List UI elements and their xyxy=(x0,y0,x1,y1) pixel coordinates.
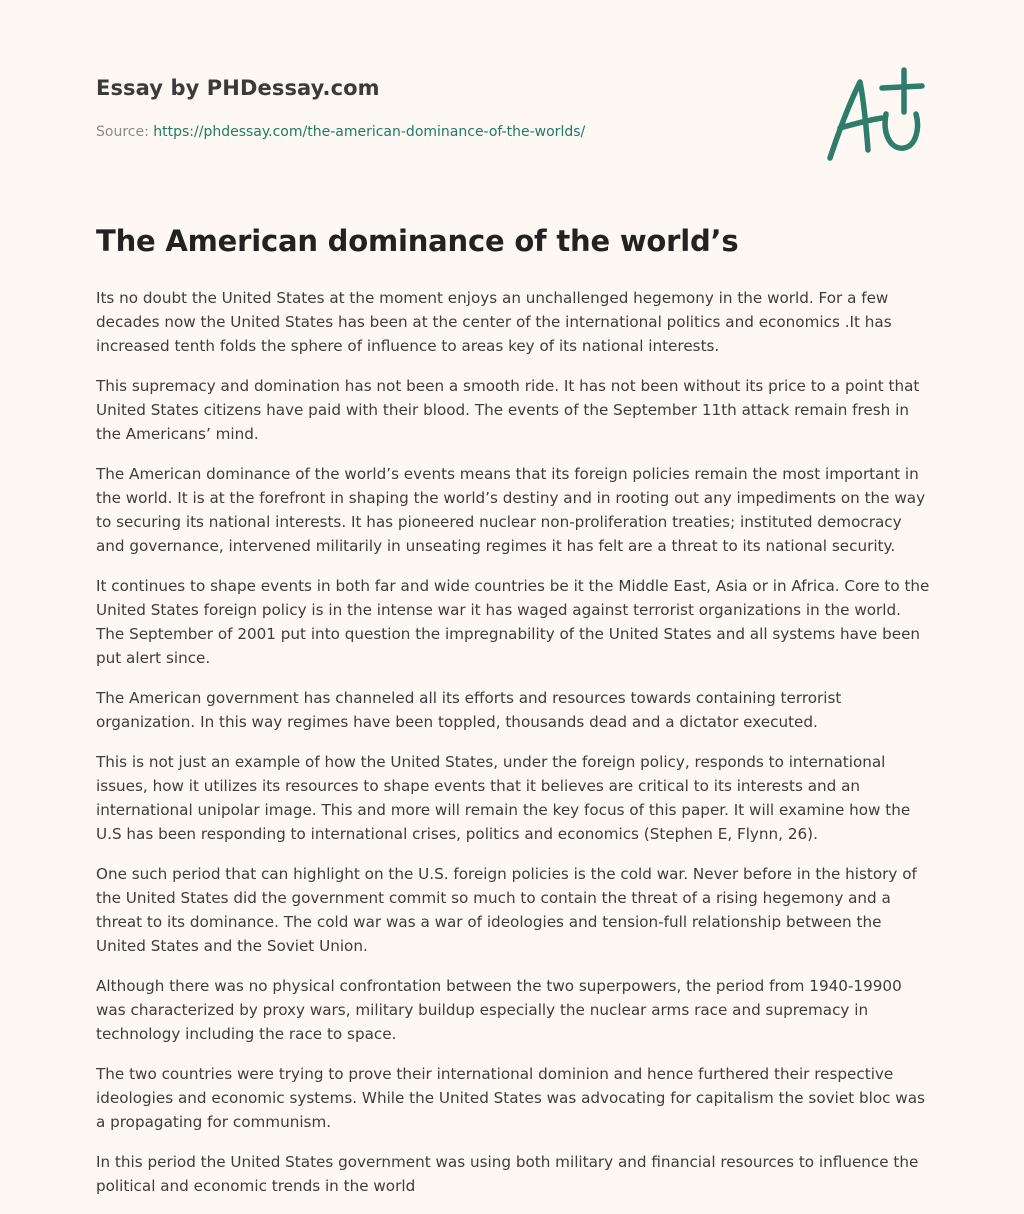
essay-body xyxy=(96,286,932,1214)
paragraph: The American government has channeled all its efforts and resources towards containing terrorist organization. In this way regimes have been toppled, thousands dead and a dictator executed. xyxy=(96,689,842,731)
paragraph: It continues to shape events in both far and wide countries be it the Middle East, Asia or in Africa. Core to the United States foreign policy is in the intense war it has waged against terrorist organizations in the world. The September of 2001 put into question the impregnability of the United States and all systems have been put alert since. xyxy=(96,577,930,667)
a-plus-logo-icon xyxy=(820,66,930,166)
paragraph: This supremacy and domination has not been a smooth ride. It has not been without its price to a point that United States citizens have paid with their blood. The events of the September 11th attack remain fresh in the Americans’ mind. xyxy=(96,377,920,443)
paragraph: One such period that can highlight on the U.S. foreign policies is the cold war. Never before in the history of the United States did the government commit so much to contain the threat of a rising hegemony and a threat to its dominance. The cold war was a war of ideologies and tension-full relationship between the United States and the Soviet Union. xyxy=(96,865,917,955)
paragraph: The American dominance of the world’s events means that its foreign policies remain the most important in the world. It is at the forefront in shaping the world’s destiny and in rooting out any impediments on the way to securing its national interests. It has pioneered nuclear non-proliferation treaties; instituted democracy and governance, intervened militarily in unseating regimes it has felt are a threat to its national security. xyxy=(96,465,926,555)
source-line xyxy=(96,124,585,140)
paragraph: Although there was no physical confrontation between the two superpowers, the period from 1940-19900 was characterized by proxy wars, military buildup especially the nuclear arms race and supremacy in technology including the race to space. xyxy=(96,977,902,1043)
source-label: Source: xyxy=(96,124,149,140)
source-link[interactable]: https://phdessay.com/the-american-dominance-of-the-worlds/ xyxy=(153,124,586,140)
essay-title: The American dominance of the world’s xyxy=(96,224,739,258)
paragraph: In this period the United States government was using both military and financial resources to influence the political and economic trends in the world xyxy=(96,1153,919,1195)
site-brand: Essay by PHDessay.com xyxy=(96,76,380,100)
paragraph: The two countries were trying to prove their international dominion and hence furthered their respective ideologies and economic systems. While the United States was advocating for capitalism the soviet bloc was a propagating for communism. xyxy=(96,1065,925,1131)
paragraph: This is not just an example of how the United States, under the foreign policy, responds to international issues, how it utilizes its resources to shape events that it believes are critical to its interests and an international unipolar image. This and more will remain the key focus of this paper. It will examine how the U.S has been responding to international crises, politics and economics (Stephen E, Flynn, 26). xyxy=(96,753,911,843)
paragraph: Its no doubt the United States at the moment enjoys an unchallenged hegemony in the world. For a few decades now the United States has been at the center of the international politics and economics .It has increased tenth folds the sphere of influence to areas key of its national interests. xyxy=(96,289,892,355)
